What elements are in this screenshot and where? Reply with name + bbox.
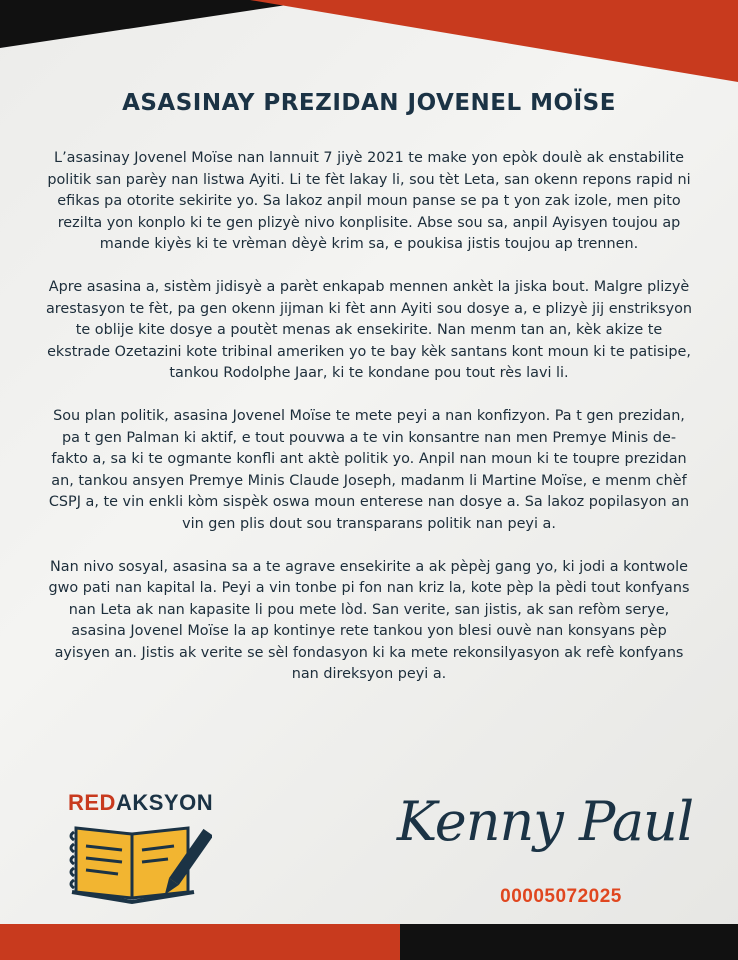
page-title: ASASINAY PREZIDAN JOVENEL MOÏSE — [122, 90, 616, 116]
logo-text-red: RED — [68, 790, 116, 815]
bottom-banner — [0, 910, 738, 960]
top-banner — [0, 0, 738, 90]
top-banner-black-shape — [0, 0, 320, 48]
author-signature: Kenny Paul — [396, 790, 694, 853]
paragraph-4: Nan nivo sosyal, asasina sa a te agrave ensekirite a ak pèpèj gang yo, ki jodi a kontwole gwo pati nan kapital la. Peyi a vin tonbe pi fon nan kriz la, kote pèp la pèdi tout konfyans nan Leta ak nan kapasite li pou mete lòd. San verite, san jistis, ak san refòm serye, asasina Jovenel Moïse la ap kontinye rete tankou yon blesi ouvè nan konsyans pèp ayisyen an. Jistis ak verite se sèl fondasyon ki ka mete rekonsilyasyon ak refè konfyans nan direksyon peyi a. — [48, 558, 690, 683]
paragraph-2: Apre asasina a, sistèm jidisyè a parèt enkapab mennen ankèt la jiska bout. Malgre plizyè arestasyon te fèt, pa gen okenn jijman ki fèt ann Ayiti sou dosye a, e plizyè jij enstriksyon te oblije kite dosye a poutèt menas ak ensekirite. Nan menm tan an, kèk akize te ekstrade Ozetazini kote tribinal ameriken yo te bay kèk santans kont moun ki te patisipe, tankou Rodolphe Jaar, ki te kondane pou tout rès lavi li. — [45, 278, 693, 382]
logo-text-blue: AKSYON — [115, 790, 214, 815]
paragraph-3: Sou plan politik, asasina Jovenel Moïse te mete peyi a nan konfizyon. Pa t gen prezidan, pa t gen Palman ki aktif, e tout pouvwa a te vin konsantre nan men Premye Minis de-fakto a, sa ki te ogmante konfli ant aktè politik yo. Anpil nan moun ki te toupre prezidan an, tankou ansyen Premye Minis Claude Joseph, madanm li Martine Moïse, e menm chèf CSPJ a, te vin enkli kòm sispèk oswa moun enterese nan dosye a. Sa lakoz popilasyon an vin gen plis dout sou transparans politik nan peyi a. — [48, 407, 690, 532]
document-code: 00005072025 — [500, 886, 622, 907]
logo-text — [68, 790, 222, 816]
bottom-banner-red-shape — [0, 924, 400, 960]
open-book-pen-icon — [62, 820, 212, 910]
article-body — [44, 148, 694, 707]
paragraph-1: L’asasinay Jovenel Moïse nan lannuit 7 jiyè 2021 te make yon epòk doulè ak enstabilite politik san parèy nan listwa Ayiti. Li te fèt lakay li, sou tèt Leta, san okenn repons rapid ni efikas pa otorite sekirite yo. Sa lakoz anpil moun panse se pa t yon zak izole, men pito rezilta yon konplo ki te gen plizyè nivo konplisite. Abse sou sa, anpil Ayisyen toujou ap mande kiyès ki te vrèman dèyè krim sa, e poukisa jistis toujou ap trennen. — [47, 150, 691, 253]
redaksyon-logo — [62, 790, 222, 914]
bottom-banner-black-shape — [400, 924, 738, 960]
